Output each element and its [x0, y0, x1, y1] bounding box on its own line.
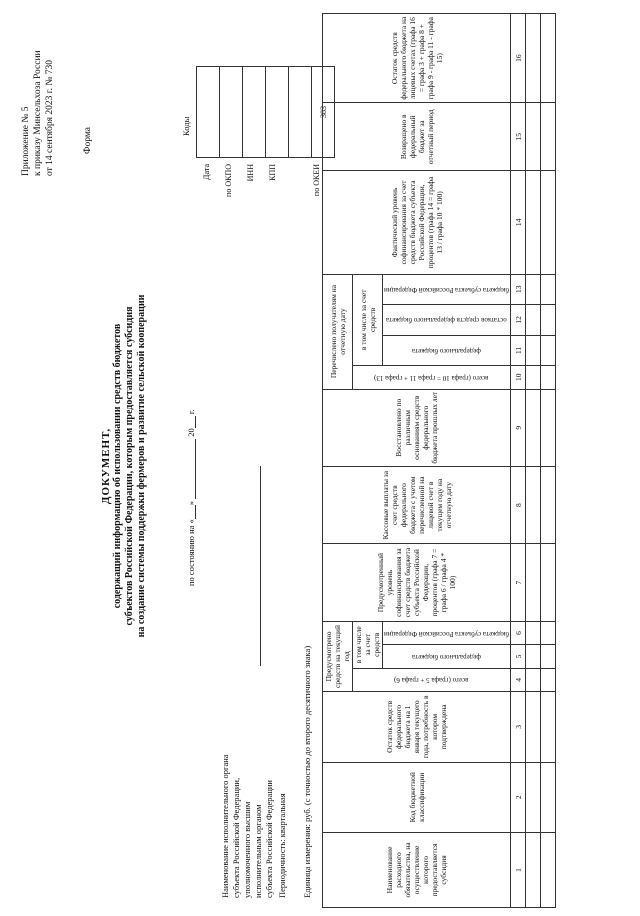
- col-header: Наименование расходного обязательства, на осуществление которого предоставляется субсидия: [323, 832, 511, 907]
- date-day-field[interactable]: [186, 505, 196, 519]
- title-line: ДОКУМЕНТ,: [100, 427, 112, 505]
- field-label: Наименование исполнительного органа: [220, 754, 230, 898]
- annex-line: Приложение № 5: [21, 106, 31, 176]
- table-cell[interactable]: [541, 305, 556, 336]
- col-subgroup-header: в том числе за счет средств: [353, 274, 383, 366]
- field-label: исполнительным органом: [253, 804, 263, 898]
- table-cell[interactable]: [541, 171, 556, 274]
- table-row[interactable]: [541, 14, 556, 908]
- code-cell[interactable]: [243, 67, 266, 157]
- col-number: 14: [511, 171, 526, 274]
- col-number: 1: [511, 832, 526, 907]
- col-number: 15: [511, 103, 526, 171]
- table-cell[interactable]: [541, 103, 556, 171]
- annex-block: [20, 6, 56, 176]
- col-number: 12: [511, 305, 526, 336]
- col-number: 13: [511, 274, 526, 305]
- date-year-field[interactable]: [186, 416, 196, 428]
- table-cell[interactable]: [526, 762, 541, 832]
- col-header: бюджета субъекта Российской Федерации: [384, 629, 510, 638]
- table-cell[interactable]: [541, 389, 556, 466]
- col-subgroup-header: в том числе за счет средств: [353, 621, 383, 668]
- code-label: по ОКЕИ: [312, 164, 321, 197]
- col-number: 2: [511, 762, 526, 832]
- table-cell[interactable]: [526, 466, 541, 543]
- date-mid: »: [186, 500, 196, 506]
- code-cell[interactable]: [220, 67, 243, 157]
- col-header: федерального бюджета: [412, 346, 481, 355]
- table-cell[interactable]: [526, 14, 541, 103]
- col-number: 8: [511, 466, 526, 543]
- column-numbers-row: [511, 14, 526, 908]
- table-cell[interactable]: [526, 335, 541, 366]
- col-header: Фактический уровень софинансирования за счет средств бюджета субъекта Российской Федерации, процентов (графа 14 = графа 13 / графа 10 * 100): [323, 171, 511, 274]
- date-month-field[interactable]: [186, 439, 196, 499]
- table-cell[interactable]: [541, 366, 556, 389]
- code-label: по ОКПО: [224, 164, 233, 197]
- annex-line: к приказу Минсельхоза России: [33, 50, 43, 176]
- code-label: Дата: [202, 164, 211, 180]
- organ-name-field[interactable]: [260, 466, 261, 666]
- col-number: 5: [511, 645, 526, 668]
- form-label: Форма: [83, 126, 93, 154]
- header-fields: [220, 568, 313, 898]
- unit-label: Единица измерения: руб. (с точностью до второго десятичного знака): [302, 645, 312, 898]
- col-header: Остаток средств федерального бюджета на 1 января текущего года, потребность в котором подтверждена: [323, 692, 511, 762]
- date-suffix: г.: [186, 409, 196, 415]
- col-number: 11: [511, 335, 526, 366]
- table-cell[interactable]: [526, 366, 541, 389]
- table-cell[interactable]: [526, 832, 541, 907]
- table-cell[interactable]: [526, 692, 541, 762]
- table-cell[interactable]: [541, 14, 556, 103]
- title-line: субъектов Российской Федерации, которым предоставляется субсидия: [124, 306, 135, 626]
- periodicity-label: Периодичность: квартальная: [277, 793, 287, 898]
- table-cell[interactable]: [541, 645, 556, 668]
- table-cell[interactable]: [526, 389, 541, 466]
- title-line: на создание системы поддержки фермеров и развитие сельской кооперации: [136, 294, 147, 638]
- code-cell[interactable]: [197, 67, 220, 157]
- col-header: всего (графа 5 + графа 6): [394, 676, 469, 685]
- table-cell[interactable]: [541, 668, 556, 691]
- table-cell[interactable]: [541, 335, 556, 366]
- field-label: уполномоченного высшим: [242, 801, 252, 898]
- code-cell[interactable]: [266, 67, 289, 157]
- col-group-header: Перечислено получателям на отчетную дату: [323, 274, 353, 389]
- col-header: Код бюджетной классификации: [323, 762, 511, 832]
- col-number: 7: [511, 544, 526, 621]
- table-cell[interactable]: [541, 832, 556, 907]
- table-cell[interactable]: [541, 762, 556, 832]
- table-cell[interactable]: [541, 692, 556, 762]
- title-line: содержащий информацию об использовании средств бюджетов: [112, 323, 123, 609]
- table-cell[interactable]: [541, 466, 556, 543]
- code-cell[interactable]: [289, 67, 312, 157]
- col-header: Кассовые выплаты за счет средств федерального бюджета с учетом перечисленной на лицевой счет в текущем году на отчетную дату: [323, 466, 511, 543]
- annex-line: от 14 сентября 2023 г. № 730: [45, 59, 55, 176]
- col-header: Предусмотренный уровень софинансирования за счет средств бюджета субъекта Российской Федерации, процентов (графа 7 = графа 6 / графа 4 * 100): [323, 544, 511, 621]
- col-header: федерального бюджета: [412, 652, 481, 661]
- table-cell[interactable]: [526, 645, 541, 668]
- col-header: остатков средств федерального бюджета: [386, 316, 507, 325]
- col-number: 4: [511, 668, 526, 691]
- table-cell[interactable]: [526, 305, 541, 336]
- field-label: субъекта Российской Федерации,: [231, 777, 241, 898]
- table-row[interactable]: [526, 14, 541, 908]
- col-group-header: Предусмотрено средств на текущий год: [323, 621, 353, 691]
- table-cell[interactable]: [526, 621, 541, 644]
- table-cell[interactable]: [541, 274, 556, 305]
- table-cell[interactable]: [541, 621, 556, 644]
- code-cell[interactable]: 383: [318, 106, 328, 118]
- col-number: 3: [511, 692, 526, 762]
- date-year: 20: [186, 428, 196, 437]
- col-header: Восстановлено по различным основаниям средств федерального бюджета прошлых лет: [323, 389, 511, 466]
- table-cell[interactable]: [526, 668, 541, 691]
- code-label: ИНН: [246, 164, 255, 182]
- field-label: субъекта Российской Федерации: [264, 780, 274, 898]
- codes-header: Коды: [181, 116, 191, 136]
- col-number: 10: [511, 366, 526, 389]
- table-cell[interactable]: [526, 103, 541, 171]
- col-header: Возвращено в федеральный бюджет за отчетный период: [323, 103, 511, 171]
- table-cell[interactable]: [526, 171, 541, 274]
- table-cell[interactable]: [526, 544, 541, 621]
- col-number: 16: [511, 14, 526, 103]
- data-table: [322, 13, 556, 908]
- col-header: Остаток средств федерального бюджета на лицевых счетах (графа 16 = графа 3 + графа 8 + графа 9 - графа 11 - графа 15): [323, 14, 511, 103]
- code-label: КПП: [268, 164, 277, 181]
- date-line: [186, 409, 196, 586]
- col-header: бюджета субъекта Российской Федерации: [384, 285, 510, 294]
- table-cell[interactable]: [526, 274, 541, 305]
- document-title: [100, 186, 148, 746]
- col-number: 9: [511, 389, 526, 466]
- col-number: 6: [511, 621, 526, 644]
- codes-box: [196, 66, 335, 158]
- table-cell[interactable]: [541, 544, 556, 621]
- date-prefix: по состоянию на «: [186, 519, 196, 586]
- col-header: всего (графа 10 = графа 11 + графа 13): [374, 373, 489, 382]
